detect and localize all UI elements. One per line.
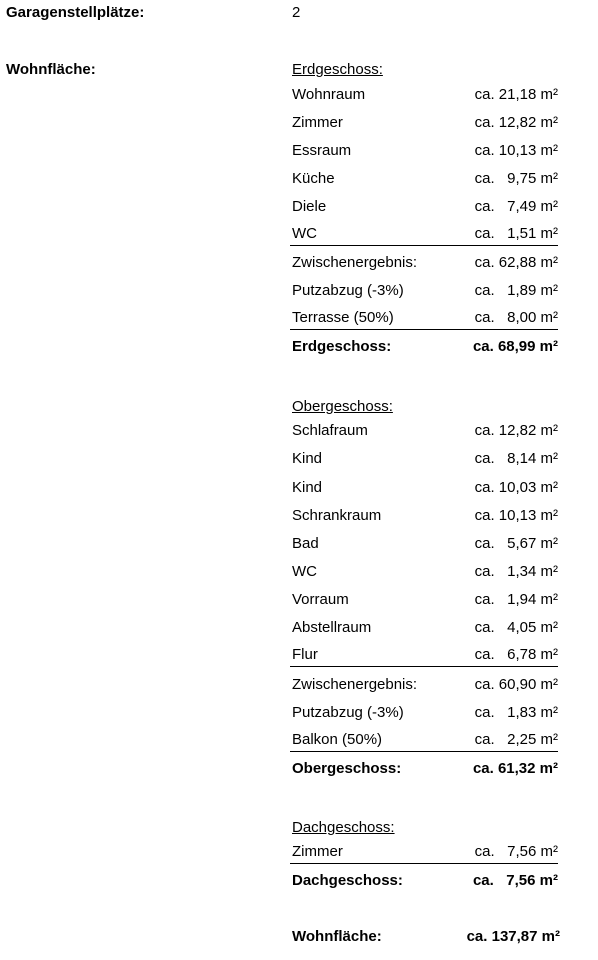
table-row bbox=[290, 168, 558, 190]
room-name: WC bbox=[292, 225, 317, 242]
balcony-row bbox=[290, 730, 558, 752]
floor-total-row bbox=[290, 336, 558, 358]
row-name: Putzabzug (-3%) bbox=[292, 282, 404, 299]
grand-total-row bbox=[290, 926, 560, 948]
room-name: Bad bbox=[292, 535, 319, 552]
row-area: ca. 2,25 m² bbox=[474, 731, 558, 748]
row-name: Zwischenergebnis: bbox=[292, 254, 418, 271]
room-area: ca. 5,67 m² bbox=[474, 535, 558, 552]
room-area: ca. 10,13 m² bbox=[474, 142, 558, 159]
floor-total-value: ca. 61,32 m² bbox=[472, 760, 558, 777]
row-area: ca. 1,89 m² bbox=[474, 282, 558, 299]
row-area: ca. 60,90 m² bbox=[474, 676, 558, 693]
table-row bbox=[290, 112, 558, 134]
table-row bbox=[290, 505, 558, 527]
room-name: Zimmer bbox=[292, 114, 343, 131]
room-area: ca. 1,51 m² bbox=[474, 225, 558, 242]
room-area: ca. 6,78 m² bbox=[474, 646, 558, 663]
room-area: ca. 8,14 m² bbox=[474, 450, 558, 467]
room-area: ca. 4,05 m² bbox=[474, 619, 558, 636]
table-row bbox=[290, 589, 558, 611]
room-area: ca. 1,94 m² bbox=[474, 591, 558, 608]
dachgeschoss-heading: Dachgeschoss: bbox=[292, 819, 395, 836]
room-name: Küche bbox=[292, 170, 335, 187]
room-name: WC bbox=[292, 563, 317, 580]
room-area: ca. 7,49 m² bbox=[474, 198, 558, 215]
table-row bbox=[290, 561, 558, 583]
room-name: Kind bbox=[292, 450, 323, 467]
room-name: Flur bbox=[292, 646, 318, 663]
floor-total-label: Erdgeschoss: bbox=[292, 338, 392, 355]
table-row bbox=[290, 533, 558, 555]
table-row bbox=[290, 224, 558, 246]
room-name: Vorraum bbox=[292, 591, 349, 608]
grand-total-label: Wohnfläche: bbox=[292, 928, 382, 945]
room-area: ca. 9,75 m² bbox=[474, 170, 558, 187]
room-name: Wohnraum bbox=[292, 86, 366, 103]
table-row bbox=[290, 84, 558, 106]
wohnflaeche-label: Wohnfläche: bbox=[6, 61, 96, 78]
room-area: ca. 10,03 m² bbox=[474, 479, 558, 496]
table-row bbox=[290, 196, 558, 218]
room-name: Schlafraum bbox=[292, 422, 368, 439]
room-area: ca. 12,82 m² bbox=[474, 422, 558, 439]
room-area: ca. 7,56 m² bbox=[474, 843, 558, 860]
table-row bbox=[290, 477, 558, 499]
room-name: Abstellraum bbox=[292, 619, 372, 636]
room-area: ca. 21,18 m² bbox=[474, 86, 558, 103]
row-name: Balkon (50%) bbox=[292, 731, 383, 748]
floor-total-row bbox=[290, 758, 558, 780]
room-area: ca. 12,82 m² bbox=[474, 114, 558, 131]
row-area: ca. 62,88 m² bbox=[474, 254, 558, 271]
garage-value: 2 bbox=[292, 4, 301, 21]
terrace-row bbox=[290, 308, 558, 330]
floor-total-label: Dachgeschoss: bbox=[292, 872, 403, 889]
row-area: ca. 1,83 m² bbox=[474, 704, 558, 721]
erdgeschoss-heading: Erdgeschoss: bbox=[292, 61, 383, 78]
floor-total-value: ca. 7,56 m² bbox=[472, 872, 558, 889]
room-name: Diele bbox=[292, 198, 327, 215]
room-area: ca. 1,34 m² bbox=[474, 563, 558, 580]
room-name: Essraum bbox=[292, 142, 352, 159]
floor-total-row bbox=[290, 870, 558, 892]
table-row bbox=[290, 140, 558, 162]
row-area: ca. 8,00 m² bbox=[474, 309, 558, 326]
table-row bbox=[290, 645, 558, 667]
subtotal-row bbox=[290, 252, 558, 274]
table-row bbox=[290, 617, 558, 639]
floor-total-label: Obergeschoss: bbox=[292, 760, 402, 777]
room-name: Schrankraum bbox=[292, 507, 382, 524]
garage-label: Garagenstellplätze: bbox=[6, 4, 145, 21]
row-name: Terrasse (50%) bbox=[292, 309, 394, 326]
deduction-row bbox=[290, 280, 558, 302]
grand-total-value: ca. 137,87 m² bbox=[466, 928, 560, 945]
table-row bbox=[290, 448, 558, 470]
table-row bbox=[290, 842, 558, 864]
room-name: Kind bbox=[292, 479, 323, 496]
floor-total-value: ca. 68,99 m² bbox=[472, 338, 558, 355]
deduction-row bbox=[290, 702, 558, 724]
subtotal-row bbox=[290, 674, 558, 696]
row-name: Zwischenergebnis: bbox=[292, 676, 418, 693]
row-name: Putzabzug (-3%) bbox=[292, 704, 404, 721]
room-area: ca. 10,13 m² bbox=[474, 507, 558, 524]
obergeschoss-heading: Obergeschoss: bbox=[292, 398, 393, 415]
room-name: Zimmer bbox=[292, 843, 343, 860]
table-row bbox=[290, 420, 558, 442]
